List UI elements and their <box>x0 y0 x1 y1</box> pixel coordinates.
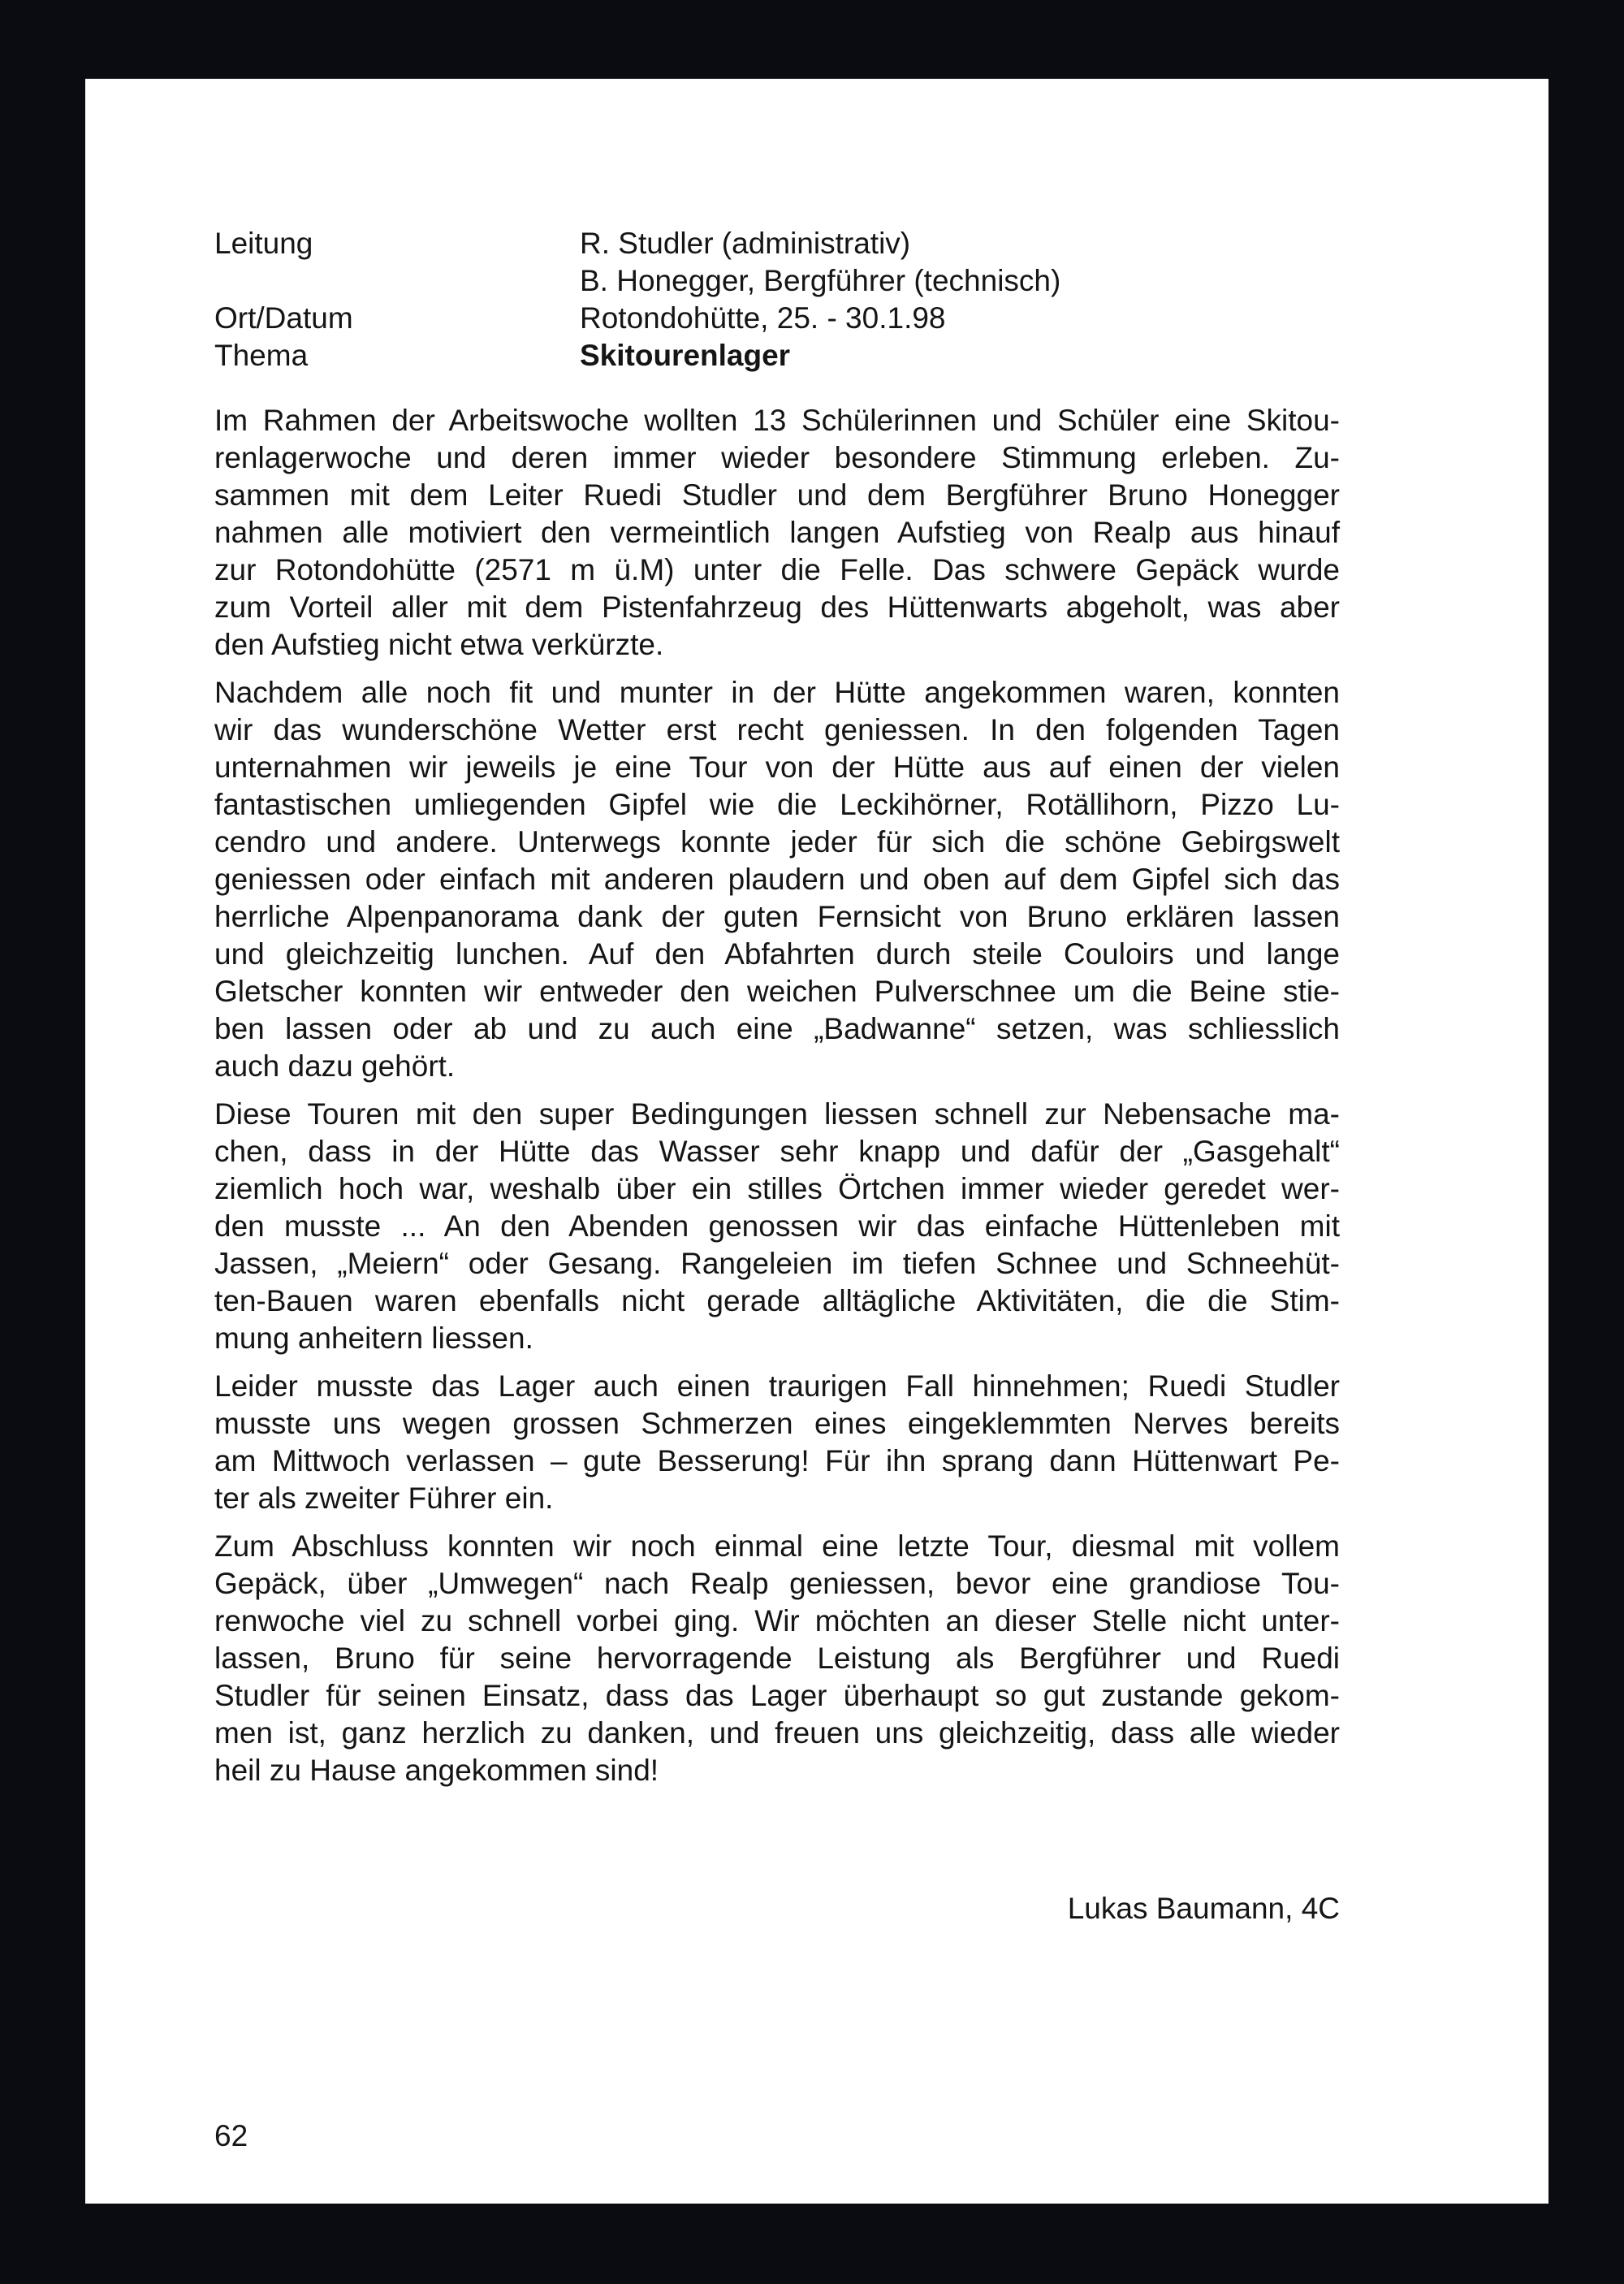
text-line: ter als zweiter Führer ein. <box>214 1482 554 1515</box>
text-line: men ist, ganz herzlich zu danken, und freuen uns gleichzeitig, dass alle wieder <box>214 1716 1340 1750</box>
text-line: und gleichzeitig lunchen. Auf den Abfahrten durch steile Couloirs und lange <box>214 937 1340 971</box>
text-line: fantastischen umliegenden Gipfel wie die Leckihörner, Rotällihorn, Pizzo Lu- <box>214 788 1340 821</box>
text-line: Diese Touren mit den super Bedingungen liessen schnell zur Nebensache ma- <box>214 1097 1340 1131</box>
text-line: heil zu Hause angekommen sind! <box>214 1754 659 1787</box>
paragraph-3 <box>214 1096 1340 1357</box>
header-label-ort-datum: Ort/Datum <box>214 301 353 335</box>
text-line: nahmen alle motiviert den vermeintlich langen Aufstieg von Realp aus hinauf <box>214 516 1340 549</box>
header-label-leitung: Leitung <box>214 227 313 260</box>
text-line: unternahmen wir jeweils je eine Tour von der Hütte aus auf einen der vielen <box>214 751 1340 784</box>
text-line: renlagerwoche und deren immer wieder besondere Stimmung erleben. Zu- <box>214 441 1340 474</box>
text-line: ziemlich hoch war, weshalb über ein stilles Örtchen immer wieder geredet wer- <box>214 1172 1340 1205</box>
text-line: den Aufstieg nicht etwa verkürzte. <box>214 628 664 661</box>
header-value-ort-datum: Rotondohütte, 25. - 30.1.98 <box>580 301 946 335</box>
text-line: musste uns wegen grossen Schmerzen eines eingeklemmten Nerves bereits <box>214 1407 1340 1440</box>
page-number: 62 <box>214 2119 248 2152</box>
text-line: chen, dass in der Hütte das Wasser sehr knapp und dafür der „Gasgehalt“ <box>214 1135 1340 1168</box>
text-line: Leider musste das Lager auch einen traurigen Fall hinnehmen; Ruedi Studler <box>214 1369 1340 1403</box>
header-label-thema: Thema <box>214 339 309 372</box>
text-line: Gepäck, über „Umwegen“ nach Realp geniessen, bevor eine grandiose Tou- <box>214 1567 1340 1600</box>
header-value-leitung-admin: R. Studler (administrativ) <box>580 227 911 260</box>
header-label-empty <box>214 262 580 300</box>
text-line: am Mittwoch verlassen – gute Besserung! Für ihn sprang dann Hüttenwart Pe- <box>214 1444 1340 1477</box>
paragraph-2 <box>214 674 1340 1085</box>
text-line: Jassen, „Meiern“ oder Gesang. Rangeleien im tiefen Schnee und Schneehüt- <box>214 1247 1340 1280</box>
text-line: wir das wunderschöne Wetter erst recht geniessen. In den folgenden Tagen <box>214 713 1340 746</box>
text-line: ben lassen oder ab und zu auch eine „Badwanne“ setzen, was schliesslich <box>214 1012 1340 1045</box>
text-line: Nachdem alle noch fit und munter in der Hütte angekommen waren, konnten <box>214 676 1340 709</box>
text-line: Studler für seinen Einsatz, dass das Lager überhaupt so gut zustande gekom- <box>214 1679 1340 1712</box>
text-line: ten-Bauen waren ebenfalls nicht gerade alltägliche Aktivitäten, die die Stim- <box>214 1284 1340 1317</box>
text-line: Im Rahmen der Arbeitswoche wollten 13 Schülerinnen und Schüler eine Skitou- <box>214 404 1340 437</box>
text-line: zur Rotondohütte (2571 m ü.M) unter die Felle. Das schwere Gepäck wurde <box>214 553 1340 586</box>
text-line: Gletscher konnten wir entweder den weichen Pulverschnee um die Beine stie- <box>214 975 1340 1008</box>
paragraph-5 <box>214 1528 1340 1789</box>
text-line: sammen mit dem Leiter Ruedi Studler und dem Bergführer Bruno Honegger <box>214 478 1340 512</box>
text-line: renwoche viel zu schnell vorbei ging. Wir möchten an dieser Stelle nicht unter- <box>214 1604 1340 1637</box>
paragraph-4 <box>214 1368 1340 1517</box>
header-value-leitung-tech: B. Honegger, Bergführer (technisch) <box>580 264 1061 297</box>
text-line: lassen, Bruno für seine hervorragende Leistung als Bergführer und Ruedi <box>214 1642 1340 1675</box>
text-line: Zum Abschluss konnten wir noch einmal eine letzte Tour, diesmal mit vollem <box>214 1529 1340 1563</box>
text-line: den musste ... An den Abenden genossen wir das einfache Hüttenleben mit <box>214 1209 1340 1243</box>
text-line: herrliche Alpenpanorama dank der guten Fernsicht von Bruno erklären lassen <box>214 900 1340 933</box>
page-content <box>214 225 1340 1800</box>
header-value-thema: Skitourenlager <box>580 339 791 372</box>
text-line: auch dazu gehört. <box>214 1049 456 1083</box>
text-line: mung anheitern liessen. <box>214 1322 533 1355</box>
report-header <box>214 225 1340 374</box>
document-page <box>85 79 1548 2204</box>
author-signature: Lukas Baumann, 4C <box>1067 1892 1340 1925</box>
text-line: zum Vorteil aller mit dem Pistenfahrzeug des Hüttenwarts abgeholt, was aber <box>214 590 1340 624</box>
text-line: geniessen oder einfach mit anderen plaudern und oben auf dem Gipfel sich das <box>214 863 1340 896</box>
paragraph-1 <box>214 402 1340 664</box>
text-line: cendro und andere. Unterwegs konnte jeder für sich die schöne Gebirgswelt <box>214 825 1340 859</box>
